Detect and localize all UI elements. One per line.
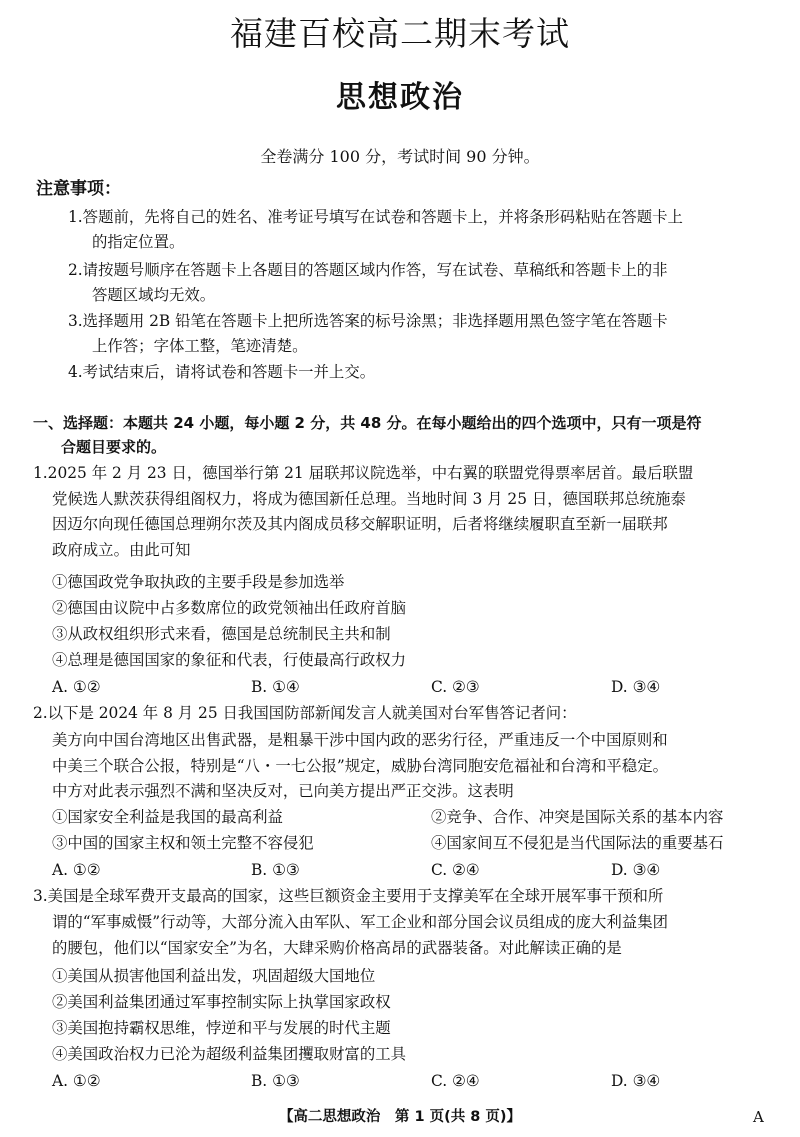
- note-line: 4.考试结束后，请将试卷和答题卡一并上交。: [68, 363, 376, 381]
- q1-item: ③从政权组织形式来看，德国是总统制民主共和制: [52, 625, 391, 643]
- q1-stem-line: 因迈尔向现任德国总理朔尔茨及其内阁成员移交解职证明，后者将继续履职直至新一届联邦: [52, 515, 668, 533]
- q2-option-d: D. ③④: [611, 861, 661, 879]
- q2-stem-line: 美方向中国台湾地区出售武器，是粗暴干涉中国内政的恶劣行径，严重违反一个中国原则和: [52, 731, 668, 749]
- page-footer: 【高二思想政治 第 1 页(共 8 页)】: [278, 1109, 522, 1125]
- subject-title: 思想政治: [336, 80, 464, 115]
- q3-stem-line: 的腰包，他们以“国家安全”为名，大肆采购价格高昂的武器装备。对此解读正确的是: [52, 939, 622, 957]
- q2-item: ①国家安全利益是我国的最高利益: [52, 808, 283, 826]
- q2-item: ④国家间互不侵犯是当代国际法的重要基石: [431, 834, 724, 852]
- q3-stem-line: 3.美国是全球军费开支最高的国家，这些巨额资金主要用于支撑美军在全球开展军事干预和所: [33, 887, 664, 905]
- q1-item: ②德国由议院中占多数席位的政党领袖出任政府首脑: [52, 599, 406, 617]
- note-line: 3.选择题用 2B 铅笔在答题卡上把所选答案的标号涂黑；非选择题用黑色签字笔在答题卡: [68, 312, 668, 330]
- note-line: 2.请按题号顺序在答题卡上各题目的答题区域内作答，写在试卷、草稿纸和答题卡上的非: [68, 261, 668, 279]
- note-line: 上作答；字体工整，笔迹清楚。: [92, 337, 308, 355]
- q1-option-d: D. ③④: [611, 678, 661, 696]
- q3-item: ④美国政治权力已沦为超级利益集团攫取财富的工具: [52, 1045, 406, 1063]
- q2-stem-line: 中方对此表示强烈不满和坚决反对，已向美方提出严正交涉。这表明: [52, 782, 514, 800]
- q2-stem-line: 2.以下是 2024 年 8 月 25 日我国国防部新闻发言人就美国对台军售答记者问：: [33, 704, 577, 722]
- q3-option-d: D. ③④: [611, 1072, 661, 1090]
- section-heading: 一、选择题：本题共 24 小题，每小题 2 分，共 48 分。在每小题给出的四个选项中，只有一项是符: [33, 414, 702, 432]
- q3-option-c: C. ②④: [431, 1072, 480, 1090]
- notes-heading: 注意事项：: [36, 179, 121, 199]
- section-heading-cont: 合题目要求的。: [61, 438, 167, 456]
- q2-option-a: A. ①②: [52, 861, 101, 879]
- q1-item: ④总理是德国国家的象征和代表，行使最高行政权力: [52, 651, 406, 669]
- q1-stem-line: 1.2025 年 2 月 23 日，德国举行第 21 届联邦议院选举，中右翼的联盟党得票率居首。最后联盟: [33, 464, 694, 482]
- q1-item: ①德国政党争取执政的主要手段是参加选举: [52, 573, 345, 591]
- q1-stem-line: 政府成立。由此可知: [52, 541, 191, 559]
- q3-item: ③美国抱持霸权思维，悖逆和平与发展的时代主题: [52, 1019, 391, 1037]
- q3-item: ②美国利益集团通过军事控制实际上执掌国家政权: [52, 993, 391, 1011]
- q3-option-b: B. ①③: [251, 1072, 300, 1090]
- q2-option-b: B. ①③: [251, 861, 300, 879]
- q2-item: ③中国的国家主权和领土完整不容侵犯: [52, 834, 314, 852]
- q3-item: ①美国从损害他国利益出发，巩固超级大国地位: [52, 967, 376, 985]
- q1-option-b: B. ①④: [251, 678, 300, 696]
- q1-stem-line: 党候选人默茨获得组阁权力，将成为德国新任总理。当地时间 3 月 25 日，德国联邦总统施泰: [52, 490, 686, 508]
- q3-stem-line: 谓的“军事威慑”行动等，大部分流入由军队、军工企业和部分国会议员组成的庞大利益集团: [52, 913, 668, 931]
- q2-item: ②竞争、合作、冲突是国际关系的基本内容: [431, 808, 724, 826]
- note-line: 的指定位置。: [92, 233, 185, 251]
- q2-option-c: C. ②④: [431, 861, 480, 879]
- exam-title: 福建百校高二期末考试: [230, 14, 570, 53]
- score-time-line: 全卷满分 100 分，考试时间 90 分钟。: [260, 147, 540, 166]
- q3-option-a: A. ①②: [52, 1072, 101, 1090]
- q1-option-c: C. ②③: [431, 678, 480, 696]
- q1-option-a: A. ①②: [52, 678, 101, 696]
- note-line: 1.答题前，先将自己的姓名、准考证号填写在试卷和答题卡上，并将条形码粘贴在答题卡上: [68, 208, 683, 226]
- note-line: 答题区域均无效。: [92, 286, 216, 304]
- paper-version: A: [753, 1108, 764, 1126]
- q2-stem-line: 中美三个联合公报，特别是“八・一七公报”规定，威胁台湾同胞安危福祉和台湾和平稳定。: [52, 757, 668, 775]
